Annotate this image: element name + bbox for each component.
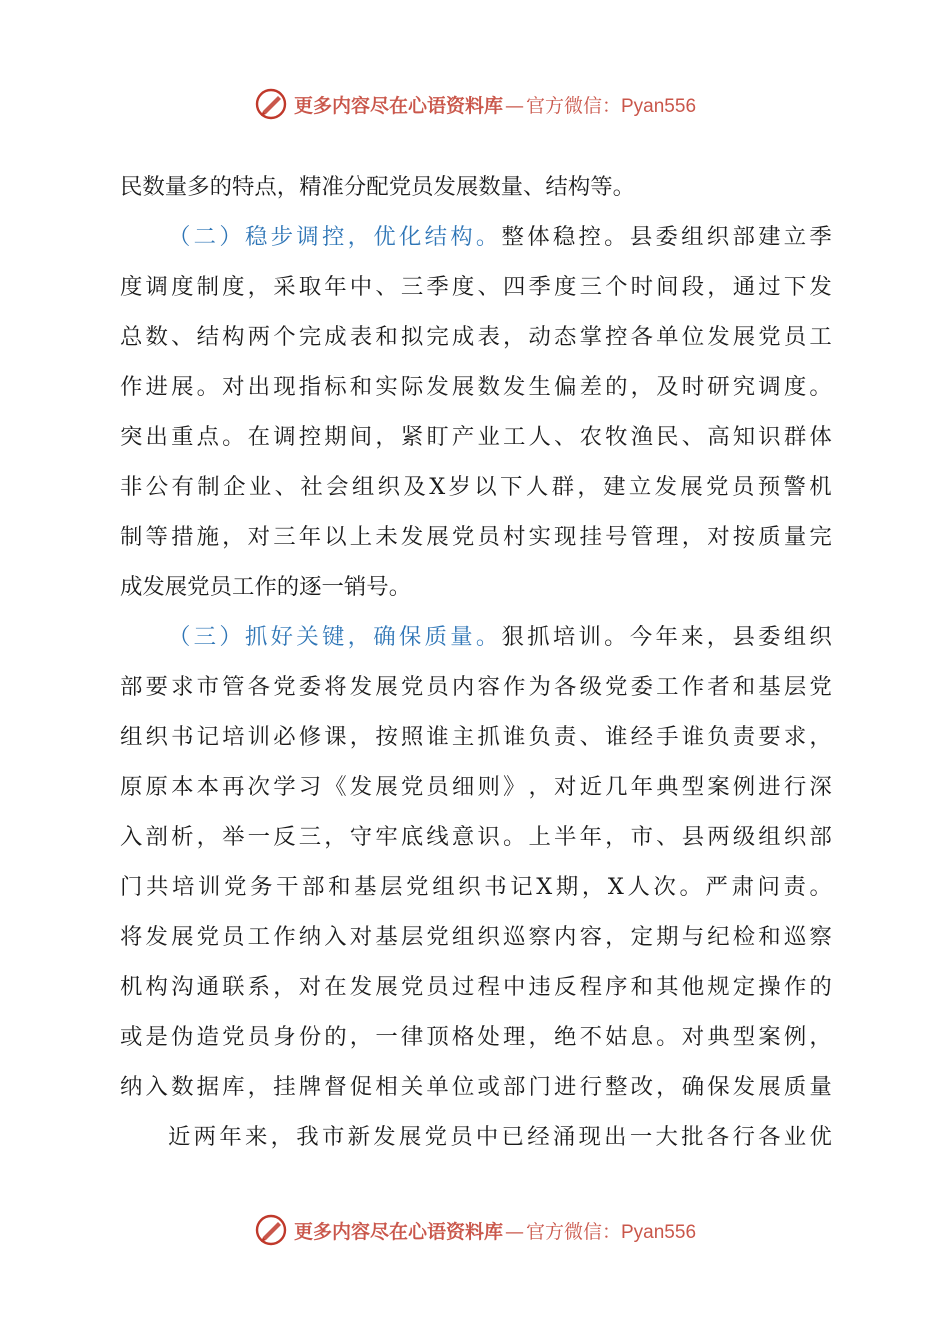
text-line: 将 发 展 党 员 工 作 纳 入 对 基 层 党 组 织 巡 察 内 容 ， 定 期 与 纪 检 和 巡 察	[120, 924, 832, 950]
text-line: 门 共 培 训 党 务 干 部 和 基 层 党 组 织 书 记 X 期 ， X 人 次 。 严 肃 问 责 。	[120, 874, 832, 900]
watermark-wechat-id: Pyan556	[621, 1221, 697, 1243]
text-line: 近 两 年 来 ， 我 市 新 发 展 党 员 中 已 经 涌 现 出 一 大 批 各 行 各 业 优	[168, 1124, 832, 1150]
text-line: 民 数 量 多 的 特 点 ， 精 准 分 配 党 员 发 展 数 量 、 结 构 等 。	[120, 174, 635, 200]
text-line: 制 等 措 施 ， 对 三 年 以 上 未 发 展 党 员 村 实 现 挂 号 管 理 ， 对 按 质 量 完	[120, 524, 832, 550]
watermark-wechat-id: Pyan556	[621, 95, 697, 117]
footer-watermark	[0, 1208, 950, 1252]
text-line: 总 数 、 结 构 两 个 完 成 表 和 拟 完 成 表 ， 动 态 掌 控 各 单 位 发 展 党 员 工	[120, 324, 832, 350]
watermark-text	[294, 91, 696, 118]
watermark-text	[294, 1217, 696, 1244]
text-line: 组 织 书 记 培 训 必 修 课 ， 按 照 谁 主 抓 谁 负 责 、 谁 经 手 谁 负 责 要 求 ，	[120, 724, 832, 750]
text-line: 机 构 沟 通 联 系 ， 对 在 发 展 党 员 过 程 中 违 反 程 序 和 其 他 规 定 操 作 的	[120, 974, 832, 1000]
text-line: 突 出 重 点 。 在 调 控 期 间 ， 紧 盯 产 业 工 人 、 农 牧 渔 民 、 高 知 识 群 体	[120, 424, 832, 450]
watermark-name: 更多内容尽在心语资料库	[293, 94, 503, 117]
text-line: 非 公 有 制 企 业 、 社 会 组 织 及 X 岁 以 下 人 群 ， 建 立 发 展 党 员 预 警 机	[120, 474, 832, 500]
header-watermark	[0, 82, 950, 126]
watermark-label: 官方微信：	[525, 94, 621, 117]
watermark-name: 更多内容尽在心语资料库	[293, 1220, 503, 1243]
text-line: 纳 入 数 据 库 ， 挂 牌 督 促 相 关 单 位 或 部 门 进 行 整 改 ， 确 保 发 展 质 量	[120, 1074, 832, 1100]
text-line: 部 要 求 市 管 各 党 委 将 发 展 党 员 内 容 作 为 各 级 党 委 工 作 者 和 基 层 党	[120, 674, 832, 700]
watermark-dash: —	[504, 94, 524, 117]
text-line: 或 是 伪 造 党 员 身 份 的 ， 一 律 顶 格 处 理 ， 绝 不 姑 息 。 对 典 型 案 例 ，	[120, 1024, 832, 1050]
text-line: 入 剖 析 ， 举 一 反 三 ， 守 牢 底 线 意 识 。 上 半 年 ， 市 、 县 两 级 组 织 部	[120, 824, 832, 850]
text-line: （ 三 ） 抓 好 关 键 ， 确 保 质 量 。 狠 抓 培 训 。 今 年 来 ， 县 委 组 织	[168, 624, 832, 650]
pen-logo-icon	[254, 87, 288, 121]
document-body	[120, 162, 832, 1162]
text-line: 度 调 度 制 度 ， 采 取 年 中 、 三 季 度 、 四 季 度 三 个 时 间 段 ， 通 过 下 发	[120, 274, 832, 300]
text-line: 原 原 本 本 再 次 学 习 《 发 展 党 员 细 则 》 ， 对 近 几 年 典 型 案 例 进 行 深	[120, 774, 832, 800]
text-line: 作 进 展 。 对 出 现 指 标 和 实 际 发 展 数 发 生 偏 差 的 ， 及 时 研 究 调 度 。	[120, 374, 832, 400]
watermark-dash: —	[504, 1220, 524, 1243]
text-line: （ 二 ） 稳 步 调 控 ， 优 化 结 构 。 整 体 稳 控 。 县 委 组 织 部 建 立 季	[168, 224, 832, 250]
watermark-label: 官方微信：	[525, 1220, 621, 1243]
text-line: 成 发 展 党 员 工 作 的 逐 一 销 号 。	[120, 574, 412, 600]
pen-logo-icon	[254, 1213, 288, 1247]
